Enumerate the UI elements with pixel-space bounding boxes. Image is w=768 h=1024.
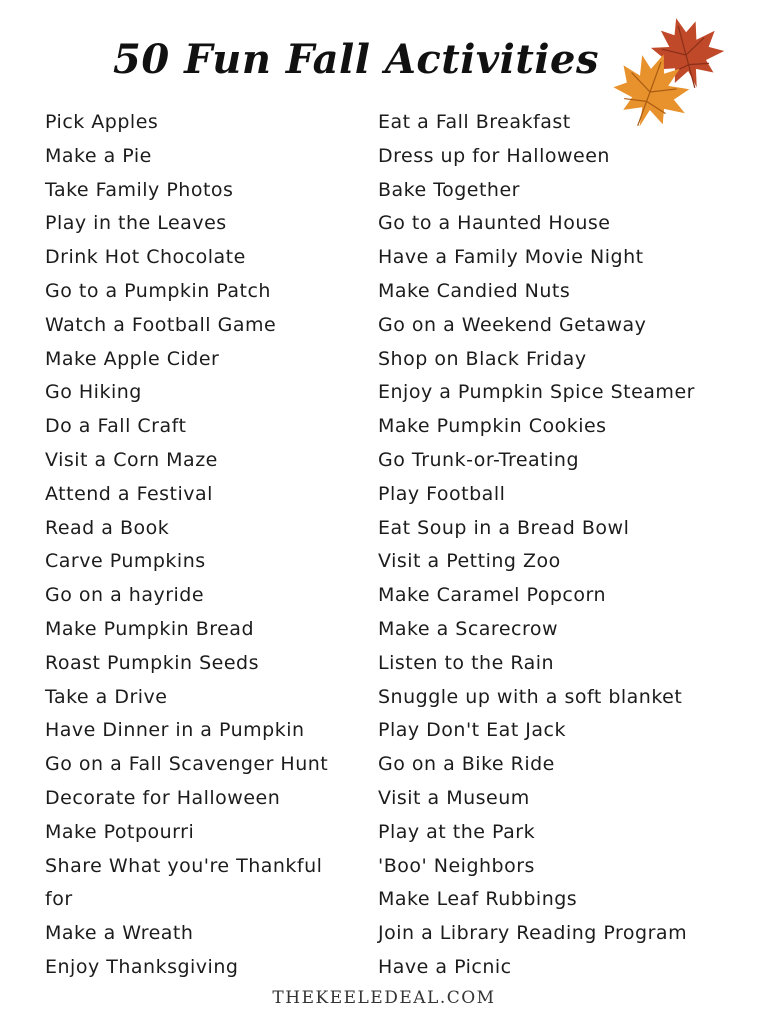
activity-item: Shop on Black Friday [378,347,587,370]
activity-item: Make Potpourri [45,820,195,843]
activity-item: Snuggle up with a soft blanket [378,685,683,708]
activity-item: Make Apple Cider [45,347,220,370]
activity-item: Read a Book [45,516,170,539]
activity-item: Make a Scarecrow [378,617,559,640]
footer-website: THEKEELEDEAL.COM [272,988,496,1008]
activity-item: Go on a Bike Ride [378,753,555,776]
activity-item: Share What you're Thankful [45,854,323,877]
activity-item: Enjoy a Pumpkin Spice Steamer [378,381,695,404]
activity-item: Attend a Festival [45,482,213,505]
activity-item: Take Family Photos [45,178,234,201]
activity-item: for [45,888,73,911]
activity-item: 'Boo' Neighbors [378,854,535,877]
activity-item: Go on a Fall Scavenger Hunt [45,753,329,776]
activity-item: Bake Together [378,178,520,201]
activity-item: Play at the Park [378,820,536,843]
activity-item: Watch a Football Game [45,313,277,336]
activity-item: Play Football [378,482,506,505]
activity-item: Drink Hot Chocolate [45,246,246,269]
activity-item: Eat a Fall Breakfast [378,111,571,133]
activity-item: Listen to the Rain [378,651,555,674]
activity-item: Make a Wreath [45,922,194,945]
activity-item: Carve Pumpkins [45,550,206,573]
activity-item: Eat Soup in a Bread Bowl [378,516,630,539]
activity-item: Go to a Haunted House [378,212,611,235]
activity-item: Dress up for Halloween [378,144,610,167]
activity-item: Go Hiking [45,381,142,404]
activity-item: Make Candied Nuts [378,279,571,302]
activity-item: Make Caramel Popcorn [378,584,607,607]
activity-item: Roast Pumpkin Seeds [45,651,260,674]
activity-item: Take a Drive [45,685,168,708]
activity-item: Pick Apples [45,111,159,133]
activity-item: Join a Library Reading Program [378,922,688,945]
activity-item: Have a Family Movie Night [378,246,644,269]
activity-item: Have a Picnic [378,955,512,978]
page-title: 50 Fun Fall Activities [113,36,599,83]
activity-item: Make Pumpkin Cookies [378,415,607,438]
left-activity-list [45,106,360,985]
activity-item: Visit a Petting Zoo [378,550,561,573]
right-activity-list [378,106,748,985]
activity-item: Go to a Pumpkin Patch [45,279,271,302]
activity-item: Do a Fall Craft [45,415,187,438]
activity-item: Make Pumpkin Bread [45,617,255,640]
activity-item: Visit a Museum [378,786,530,809]
activity-item: Decorate for Halloween [45,786,281,809]
activity-item: Play in the Leaves [45,212,227,235]
activity-item: Go on a hayride [45,584,205,607]
activity-item: Play Don't Eat Jack [378,719,567,742]
activity-item: Have Dinner in a Pumpkin [45,719,305,742]
activity-item: Go Trunk-or-Treating [378,448,580,471]
activity-item: Go on a Weekend Getaway [378,313,647,336]
activity-item: Make Leaf Rubbings [378,888,578,911]
activity-item: Make a Pie [45,144,152,167]
activity-item: Visit a Corn Maze [45,448,218,471]
activity-item: Enjoy Thanksgiving [45,955,239,978]
